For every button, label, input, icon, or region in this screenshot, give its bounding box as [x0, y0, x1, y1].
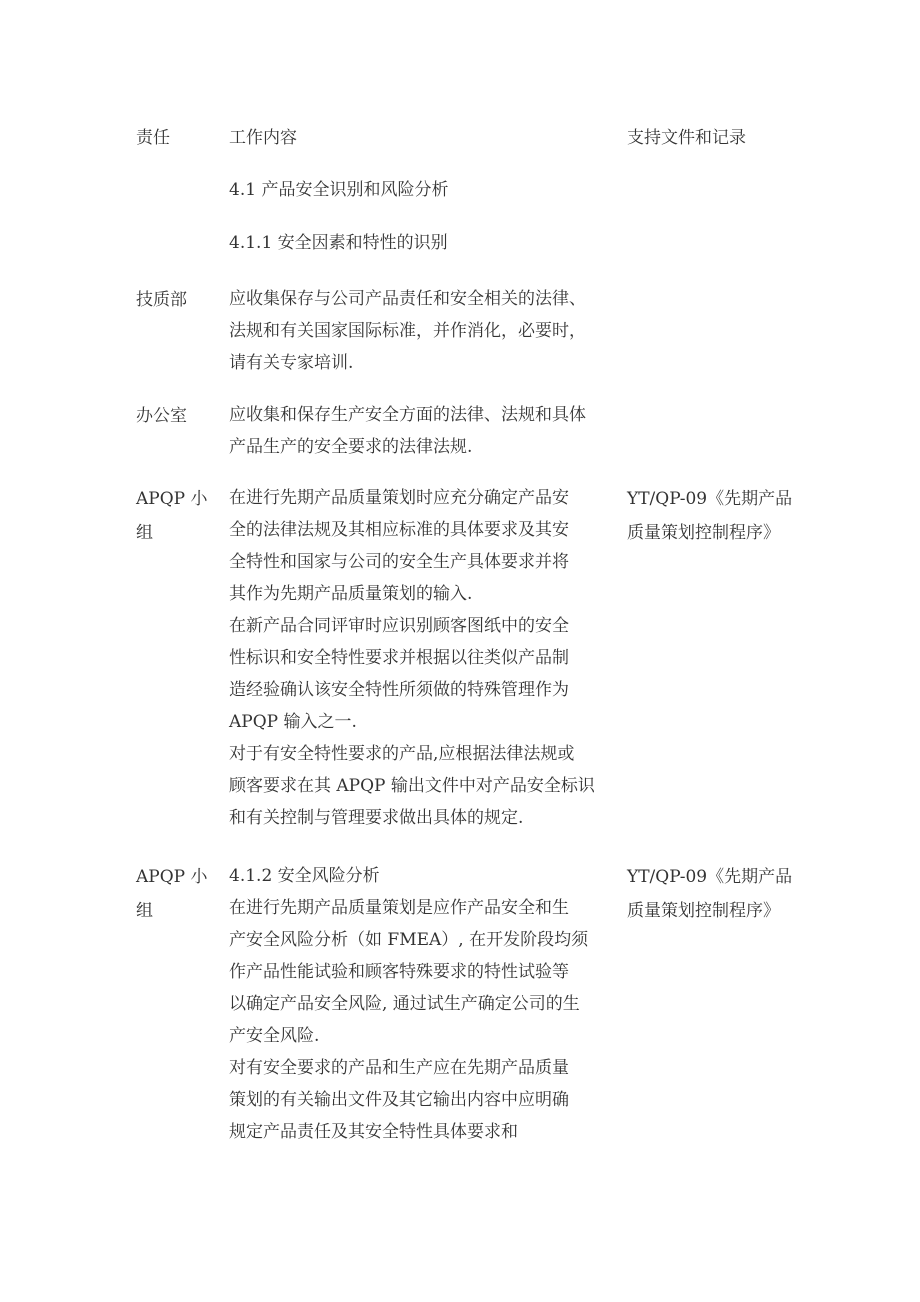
header-documents: 支持文件和记录	[627, 128, 746, 148]
row-3-documents	[627, 482, 807, 550]
content-line: 作产品性能试验和顾客特殊要求的特性试验等	[229, 962, 569, 982]
resp-line: 组	[136, 901, 153, 921]
row-4-documents	[627, 860, 807, 928]
content-line: 造经验确认该安全特性所须做的特殊管理作为	[229, 680, 569, 700]
content-line: 产安全风险分析（如 FMEA）, 在开发阶段均须	[229, 930, 589, 950]
content-line: 4.1.2 安全风险分析	[229, 866, 380, 886]
resp-line: 办公室	[136, 406, 187, 426]
doc-line: 质量策划控制程序》	[627, 523, 780, 543]
section-title: 4.1 产品安全识别和风险分析	[229, 180, 449, 200]
header-responsibility: 责任	[136, 128, 170, 148]
content-line: 对有安全要求的产品和生产应在先期产品质量	[229, 1058, 569, 1078]
section-subtitle: 4.1.1 安全因素和特性的识别	[229, 233, 448, 253]
row-1-responsibility	[136, 283, 216, 317]
content-line: 规定产品责任及其安全特性具体要求和	[229, 1122, 518, 1142]
content-line: 性标识和安全特性要求并根据以往类似产品制	[229, 648, 569, 668]
row-2-content	[229, 399, 619, 463]
resp-line: 技质部	[136, 290, 187, 310]
resp-line: APQP 小	[136, 489, 208, 509]
row-4-content	[229, 860, 619, 1148]
row-3-content	[229, 482, 619, 834]
content-line: 应收集保存与公司产品责任和安全相关的法律、	[229, 289, 586, 309]
doc-line: 质量策划控制程序》	[627, 901, 780, 921]
row-1-content	[229, 283, 619, 379]
content-line: 在进行先期产品质量策划是应作产品安全和生	[229, 898, 569, 918]
content-line: 法规和有关国家国际标准，并作消化，必要时，	[229, 321, 586, 341]
content-line: 请有关专家培训.	[229, 353, 354, 373]
content-line: 全特性和国家与公司的安全生产具体要求并将	[229, 552, 569, 572]
content-line: 应收集和保存生产安全方面的法律、法规和具体	[229, 405, 586, 425]
row-2-responsibility	[136, 399, 216, 433]
row-3-responsibility	[136, 482, 216, 550]
content-line: 在进行先期产品质量策划时应充分确定产品安	[229, 488, 569, 508]
content-line: 其作为先期产品质量策划的输入.	[229, 584, 473, 604]
content-line: 和有关控制与管理要求做出具体的规定.	[229, 808, 524, 828]
content-line: 对于有安全特性要求的产品,应根据法律法规或	[229, 744, 575, 764]
row-4-responsibility	[136, 860, 216, 928]
content-line: 产安全风险.	[229, 1026, 320, 1046]
content-line: 顾客要求在其 APQP 输出文件中对产品安全标识	[229, 776, 595, 796]
doc-line: YT/QP-09《先期产品	[627, 867, 793, 887]
resp-line: 组	[136, 523, 153, 543]
header-content: 工作内容	[229, 128, 297, 148]
content-line: APQP 输入之一.	[229, 712, 357, 732]
content-line: 全的法律法规及其相应标准的具体要求及其安	[229, 520, 569, 540]
content-line: 在新产品合同评审时应识别顾客图纸中的安全	[229, 616, 569, 636]
content-line: 产品生产的安全要求的法律法规.	[229, 437, 473, 457]
content-line: 策划的有关输出文件及其它输出内容中应明确	[229, 1090, 569, 1110]
resp-line: APQP 小	[136, 867, 208, 887]
content-line: 以确定产品安全风险, 通过试生产确定公司的生	[229, 994, 580, 1014]
doc-line: YT/QP-09《先期产品	[627, 489, 793, 509]
